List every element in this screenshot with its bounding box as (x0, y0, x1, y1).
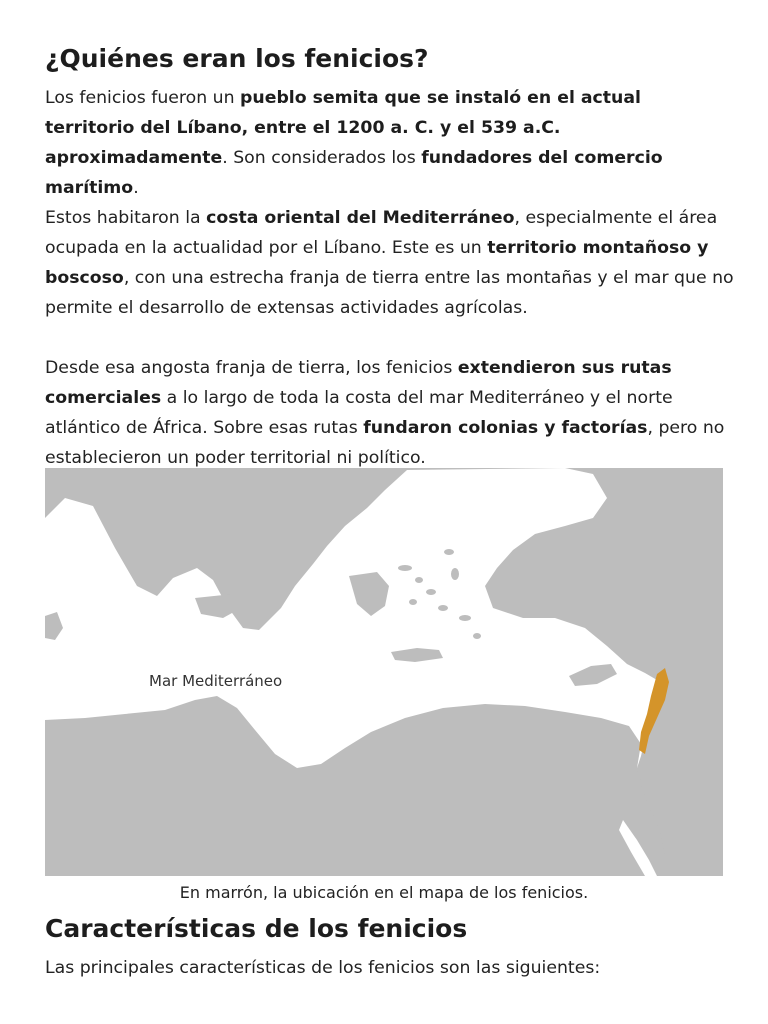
text: , pero no establecieron un poder territorial ni político. (45, 418, 725, 468)
text: , con una estrecha franja de tierra entre las montañas y el mar que no permite el desarrollo de extensas actividades agrícolas. (45, 268, 734, 318)
paragraph-3 (45, 353, 735, 473)
section-heading: Características de los fenicios (45, 914, 468, 943)
mediterranean-map (45, 468, 723, 876)
sea-label: Mar Mediterráneo (149, 672, 283, 690)
map-caption: En marrón, la ubicación en el mapa de los fenicios. (179, 883, 589, 902)
bold-text: territorio montañoso y boscoso (45, 238, 709, 288)
bold-text: costa oriental del Mediterráneo (206, 208, 515, 228)
text: . Son considerados los (222, 148, 422, 168)
bold-text: pueblo semita que se instaló en el actual territorio del Líbano, entre el 1200 a. C. y el 539 a.C. aproximadamente (45, 88, 641, 168)
text: a lo largo de toda la costa del mar Mediterráneo y el norte atlántico de África. Sobre esas rutas (45, 388, 673, 438)
text: , especialmente el área ocupada en la actualidad por el Líbano. Este es un (45, 208, 718, 258)
page-title: ¿Quiénes eran los fenicios? (45, 44, 429, 73)
bold-text: fundaron colonias y factorías (363, 418, 648, 438)
text: Estos habitaron la (45, 208, 207, 228)
text: . (133, 178, 139, 198)
section-intro: Las principales características de los fenicios son las siguientes: (45, 958, 601, 978)
bold-text: extendieron sus rutas comerciales (45, 358, 672, 408)
paragraph-2 (45, 203, 735, 323)
bold-text: fundadores del comercio marítimo (45, 148, 663, 198)
paragraph-1 (45, 83, 735, 203)
text: Desde esa angosta franja de tierra, los fenicios (45, 358, 458, 378)
text: Los fenicios fueron un (45, 88, 241, 108)
